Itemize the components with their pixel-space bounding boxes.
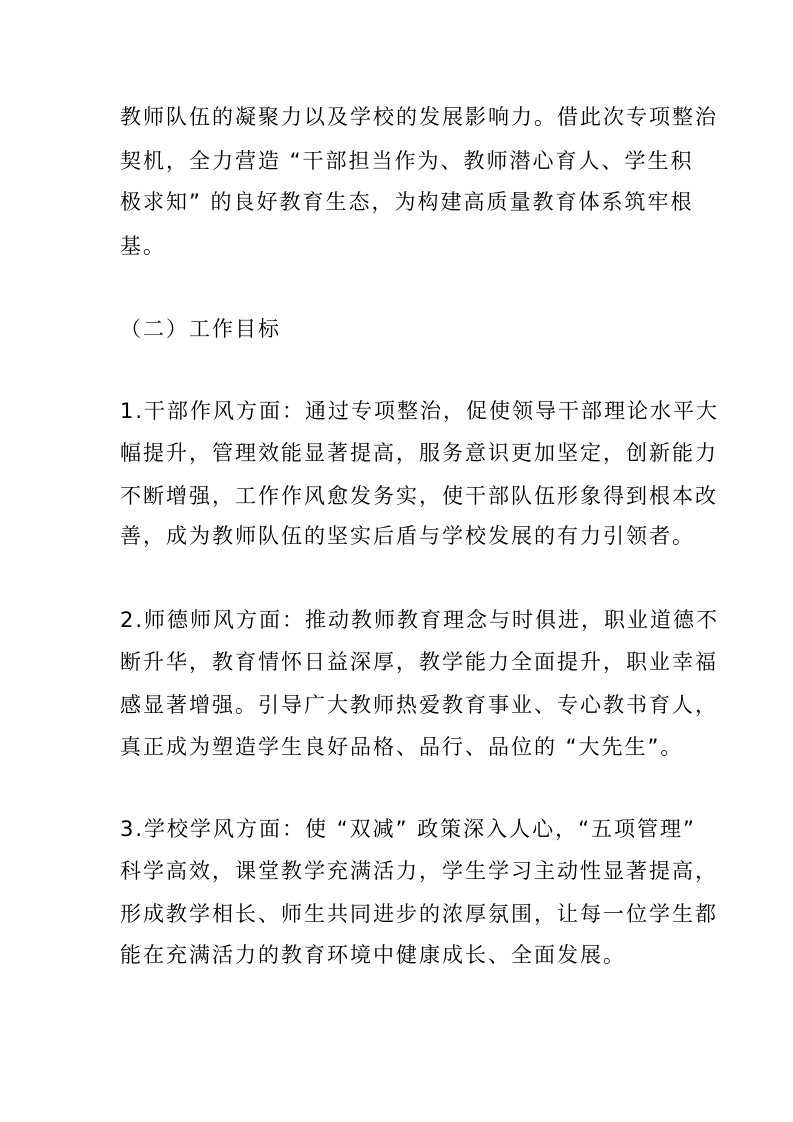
goal-3-line-2: 科学高效，课堂教学充满活力，学生学习主动性显著提高， <box>120 859 718 883</box>
section-heading: （二）工作目标 <box>120 317 281 341</box>
intro-line-4: 基。 <box>120 234 166 258</box>
intro-line-3: 极求知” 的良好教育生态，为构建高质量教育体系筑牢根 <box>120 190 694 214</box>
intro-line-1: 教师队伍的凝聚力以及学校的发展影响力。借此次专项整治 <box>120 105 718 129</box>
goal-2-line-2: 断升华，教育情怀日益深厚，教学能力全面提升，职业幸福 <box>120 650 718 674</box>
goal-1-line-3: 不断增强，工作作风愈发务实，使干部队伍形象得到根本改 <box>120 484 718 508</box>
goal-2-line-1: 2.师德师风方面：推动教师教育理念与时俱进，职业道德不 <box>120 608 720 632</box>
goal-3-line-3: 形成教学相长、师生共同进步的浓厚氛围，让每一位学生都 <box>120 902 718 926</box>
goal-1-line-4: 善，成为教师队伍的坚实后盾与学校发展的有力引领者。 <box>120 524 695 548</box>
goal-1-line-1: 1.干部作风方面：通过专项整治，促使领导干部理论水平大 <box>120 399 720 423</box>
goal-1-line-2: 幅提升，管理效能显著提高，服务意识更加坚定，创新能力 <box>120 441 718 465</box>
goal-2-line-4: 真正成为塑造学生良好品格、品行、品位的 “大先生”。 <box>120 735 684 759</box>
intro-line-2: 契机，全力营造 “干部担当作为、教师潜心育人、学生积 <box>120 149 694 173</box>
goal-2-line-3: 感显著增强。引导广大教师热爱教育事业、专心教书育人， <box>120 693 718 717</box>
goal-3-line-1: 3.学校学风方面：使 “双减” 政策深入人心，“五项管理” <box>120 817 696 841</box>
goal-3-line-4: 能在充满活力的教育环境中健康成长、全面发展。 <box>120 943 626 967</box>
